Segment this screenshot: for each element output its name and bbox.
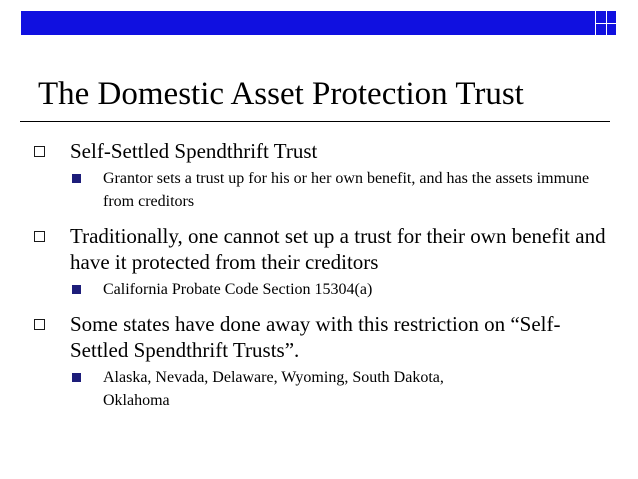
filled-square-bullet-icon (72, 174, 81, 183)
sub-bullet-item (103, 167, 603, 213)
header-grid-pattern (20, 10, 617, 36)
title-divider (20, 121, 610, 122)
sub-bullet-text: Grantor sets a trust up for his or her own benefit, and has the assets immune from creditors (103, 170, 590, 210)
hollow-square-bullet-icon (34, 231, 45, 242)
sub-bullet-item (103, 366, 503, 412)
sub-bullet-text: California Probate Code Section 15304(a) (103, 281, 373, 298)
filled-square-bullet-icon (72, 373, 81, 382)
bullet-item (70, 311, 610, 363)
bullet-text: Some states have done away with this restriction on “Self-Settled Spendthrift Trusts”. (70, 312, 561, 362)
hollow-square-bullet-icon (34, 146, 45, 157)
slide-body (0, 132, 638, 412)
bullet-item (70, 223, 610, 275)
bullet-item (70, 138, 610, 164)
sub-bullet-text: Alaska, Nevada, Delaware, Wyoming, South Dakota, Oklahoma (103, 369, 444, 409)
header-bar (20, 10, 617, 36)
hollow-square-bullet-icon (34, 319, 45, 330)
bullet-text: Traditionally, one cannot set up a trust for their own benefit and have it protected from their creditors (70, 224, 606, 274)
filled-square-bullet-icon (72, 285, 81, 294)
sub-bullet-item (103, 278, 603, 301)
bullet-text: Self-Settled Spendthrift Trust (70, 139, 318, 163)
slide-title: The Domestic Asset Protection Trust (38, 76, 524, 112)
